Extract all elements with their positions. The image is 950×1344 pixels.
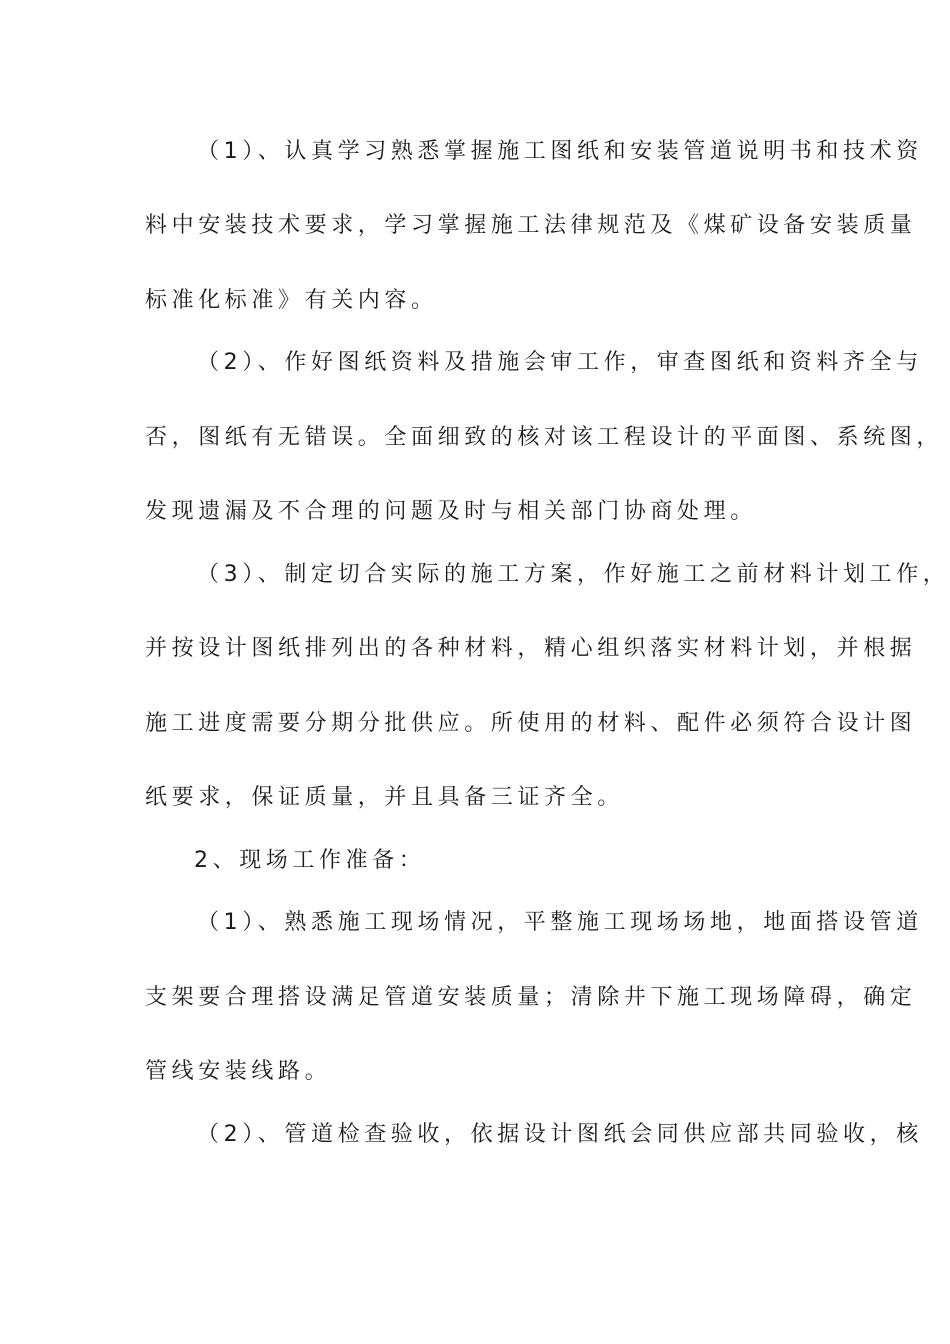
- text-line: （1）、熟悉施工现场情况，平整施工现场场地，地面搭设管道: [197, 910, 923, 935]
- text-line: 管线安装线路。: [145, 1059, 332, 1084]
- text-line: （2）、管道检查验收，依据设计图纸会同供应部共同验收，核: [197, 1122, 923, 1147]
- text-line: （1）、认真学习熟悉掌握施工图纸和安装管道说明书和技术资: [197, 139, 923, 164]
- text-line: 并按设计图纸排列出的各种材料，精心组织落实材料计划，并根据: [145, 636, 917, 661]
- text-line: 发现遗漏及不合理的问题及时与相关部门协商处理。: [145, 499, 757, 524]
- text-line: 支架要合理搭设满足管道安装质量；清除井下施工现场障碍，确定: [145, 985, 917, 1010]
- text-line: 否，图纸有无错误。全面细致的核对该工程设计的平面图、系统图，: [145, 425, 944, 450]
- text-line: （3）、制定切合实际的施工方案，作好施工之前材料计划工作，: [197, 562, 950, 587]
- text-line: 标准化标准》有关内容。: [145, 288, 438, 313]
- text-line: （2）、作好图纸资料及措施会审工作，审查图纸和资料齐全与: [197, 350, 923, 375]
- text-line: 料中安装技术要求，学习掌握施工法律规范及《煤矿设备安装质量: [145, 213, 917, 238]
- section-heading: 2、现场工作准备：: [194, 848, 426, 873]
- text-line: 纸要求，保证质量，并且具备三证齐全。: [145, 785, 624, 810]
- text-line: 施工进度需要分期分批供应。所使用的材料、配件必须符合设计图: [145, 711, 917, 736]
